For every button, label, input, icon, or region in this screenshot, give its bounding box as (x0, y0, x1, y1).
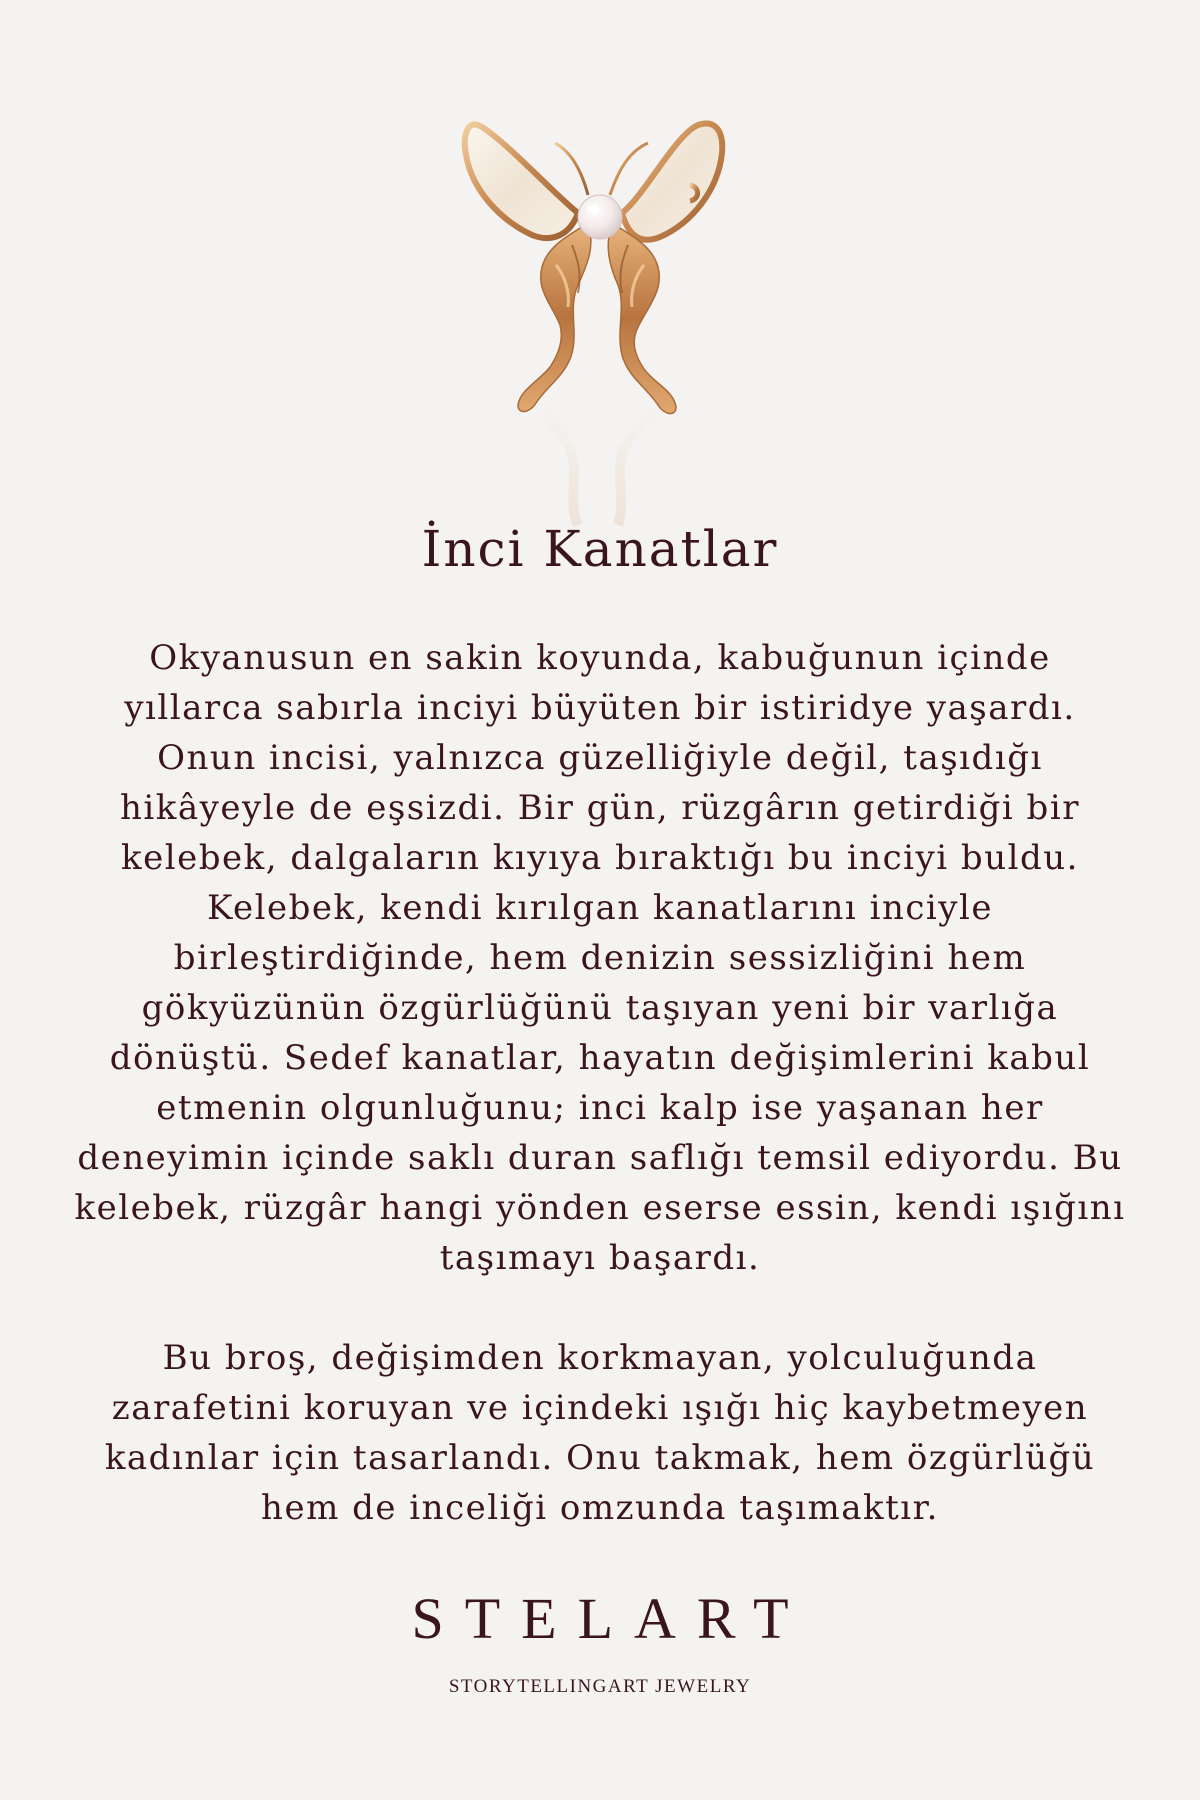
closing-paragraph (50, 1333, 1150, 1533)
closing-line: Bu broş, değişimden korkmayan, yolculuğunda (162, 1338, 1038, 1378)
story-line: Okyanusun en sakin koyunda, kabuğunun içinde (149, 638, 1051, 678)
story-line: Onun incisi, yalnızca güzelliğiyle değil, taşıdığı (157, 738, 1043, 778)
story-line: taşımayı başardı. (439, 1238, 761, 1278)
pearl (578, 195, 622, 239)
story-line: kelebek, dalgaların kıyıya bıraktığı bu inciyi buldu. (121, 838, 1079, 878)
story-line: birleştirdiğinde, hem denizin sessizliğini hem (173, 938, 1027, 978)
closing-line: hem de inceliği omzunda taşımaktır. (261, 1488, 939, 1528)
closing-line: kadınlar için tasarlandı. Onu takmak, hem özgürlüğü (104, 1438, 1096, 1478)
right-lower-wing (608, 223, 676, 414)
story-line: kelebek, rüzgâr hangi yönden eserse essin, kendi ışığını (74, 1188, 1126, 1228)
brand-tagline: STORYTELLINGART JEWELRY (448, 1676, 752, 1697)
right-upper-wing (622, 123, 722, 239)
left-upper-wing (465, 124, 578, 238)
story-line: etmenin olgunluğunu; inci kalp ise yaşanan her (156, 1088, 1044, 1128)
story-line: deneyimin içinde saklı duran saflığı temsil ediyordu. Bu (77, 1138, 1123, 1178)
story-line: Kelebek, kendi kırılgan kanatlarını inciyle (207, 888, 993, 928)
brand-logo: STELART (411, 1586, 810, 1651)
closing-line: zarafetini koruyan ve içindeki ışığı hiç kaybetmeyen (111, 1388, 1089, 1428)
story-paragraph (50, 633, 1150, 1283)
story-line: gökyüzünün özgürlüğünü taşıyan yeni bir varlığa (141, 988, 1059, 1028)
butterfly-brooch-image (460, 95, 740, 535)
story-line: yıllarca sabırla inciyi büyüten bir istiridye yaşardı. (124, 688, 1076, 728)
story-line: dönüştü. Sedef kanatlar, hayatın değişimlerini kabul (109, 1038, 1091, 1078)
story-line: hikâyeyle de eşsizdi. Bir gün, rüzgârın getirdiği bir (120, 788, 1080, 828)
product-title: İnci Kanatlar (421, 520, 779, 578)
left-lower-wing (518, 223, 591, 412)
